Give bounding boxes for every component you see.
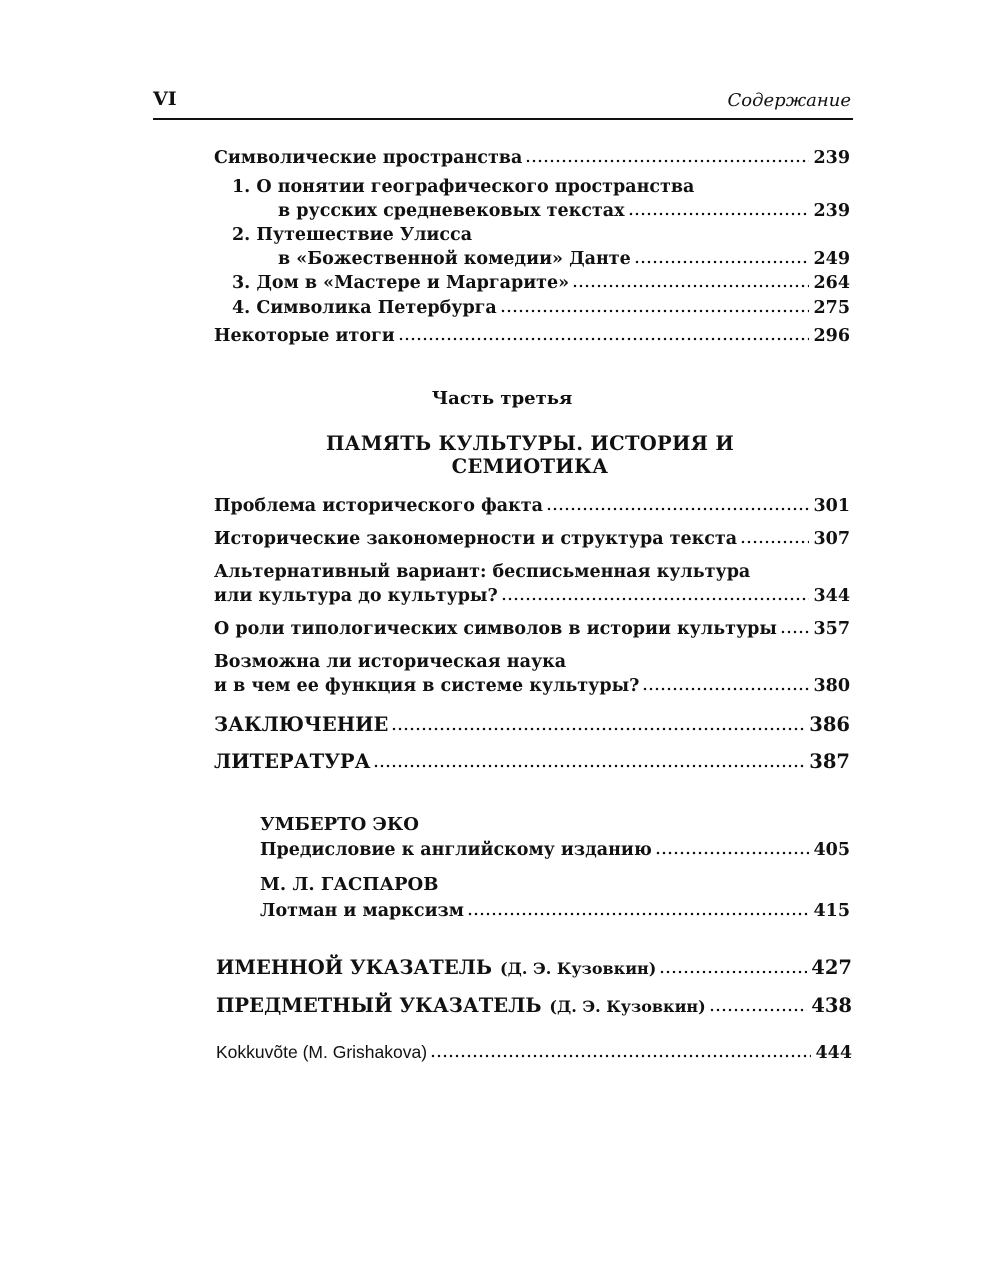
toc-subentry-1[interactable]: 1. О понятии географического пространства в русских средневековых текстах 239: [232, 177, 850, 221]
toc-entry-literature[interactable]: ЛИТЕРАТУРА 387: [214, 750, 850, 773]
appendix-author-gasparov: М. Л. ГАСПАРОВ: [260, 874, 439, 895]
toc-entry-alternative[interactable]: Альтернативный вариант: бесписьменная культура или культура до культуры? 344: [214, 562, 850, 606]
dot-leader: [628, 212, 810, 216]
page-ref: 264: [813, 273, 850, 293]
dot-leader: [642, 687, 809, 691]
appendix-author-eco: УМБЕРТО ЭКО: [260, 814, 419, 835]
page-number: VI: [153, 88, 177, 110]
dot-leader: [634, 260, 810, 264]
part-label: Часть третья: [431, 388, 573, 409]
page-ref: 405: [813, 840, 850, 860]
toc-entry-summary[interactable]: Некоторые итоги 296: [214, 326, 850, 346]
dot-leader: [430, 1054, 811, 1058]
dot-leader: [740, 540, 809, 544]
dot-leader: [501, 597, 810, 601]
dot-leader: [467, 912, 810, 916]
page-header: [153, 86, 853, 120]
dot-leader: [659, 970, 807, 974]
page-ref: 386: [809, 713, 850, 736]
page-ref: 427: [811, 956, 852, 979]
toc-entry-name-index[interactable]: ИМЕННОЙ УКАЗАТЕЛЬ (Д. Э. Кузовкин) 427: [216, 956, 852, 979]
dot-leader: [780, 630, 810, 634]
page-ref: 239: [813, 148, 850, 168]
toc-entry-historical-regularities[interactable]: Исторические закономерности и структура текста 307: [214, 529, 850, 549]
dot-leader: [655, 851, 810, 855]
dot-leader: [373, 764, 805, 768]
dot-leader: [398, 337, 810, 341]
toc-entry-kokkuvote[interactable]: Kokkuvõte (M. Grishakova) 444: [216, 1042, 852, 1063]
toc-subentry-3[interactable]: 3. Дом в «Мастере и Маргарите» 264: [232, 273, 850, 293]
dot-leader: [391, 727, 805, 731]
running-title: Содержание: [727, 90, 851, 111]
page-ref: 344: [813, 586, 850, 606]
toc-entry-historical-fact[interactable]: Проблема исторического факта 301: [214, 496, 850, 516]
part-title: ПАМЯТЬ КУЛЬТУРЫ. ИСТОРИЯ И СЕМИОТИКА: [325, 432, 735, 478]
page-ref: 415: [813, 901, 850, 921]
page-ref: 239: [813, 201, 850, 221]
page-ref: 301: [813, 496, 850, 516]
dot-leader: [525, 159, 809, 163]
page-ref: 380: [813, 676, 850, 696]
toc-subentry-2[interactable]: 2. Путешествие Улисса в «Божественной комедии» Данте 249: [232, 225, 850, 269]
dot-leader: [546, 507, 810, 511]
page-ref: 438: [811, 994, 852, 1017]
toc-entry-typological-symbols[interactable]: О роли типологических символов в истории культуры 357: [214, 619, 850, 639]
page-ref: 249: [813, 249, 850, 269]
dot-leader: [572, 284, 809, 288]
dot-leader: [709, 1008, 808, 1012]
page-ref: 307: [813, 529, 850, 549]
page-ref: 296: [813, 326, 850, 346]
dot-leader: [500, 309, 810, 313]
toc-entry-symbolic-spaces[interactable]: Символические пространства 239: [214, 148, 850, 168]
page-ref: 444: [815, 1043, 852, 1063]
page-ref: 387: [809, 750, 850, 773]
page-ref: 275: [813, 298, 850, 318]
toc-entry-gasparov[interactable]: Лотман и марксизм 415: [260, 901, 850, 921]
toc-entry-historical-science[interactable]: Возможна ли историческая наука и в чем ее функция в системе культуры? 380: [214, 652, 850, 696]
toc-subentry-4[interactable]: 4. Символика Петербурга 275: [232, 298, 850, 318]
toc-entry-subject-index[interactable]: ПРЕДМЕТНЫЙ УКАЗАТЕЛЬ (Д. Э. Кузовкин) 438: [216, 994, 852, 1017]
page-ref: 357: [813, 619, 850, 639]
toc-entry-conclusion[interactable]: ЗАКЛЮЧЕНИЕ 386: [214, 713, 850, 736]
toc-entry-eco-preface[interactable]: Предисловие к английскому изданию 405: [260, 840, 850, 860]
